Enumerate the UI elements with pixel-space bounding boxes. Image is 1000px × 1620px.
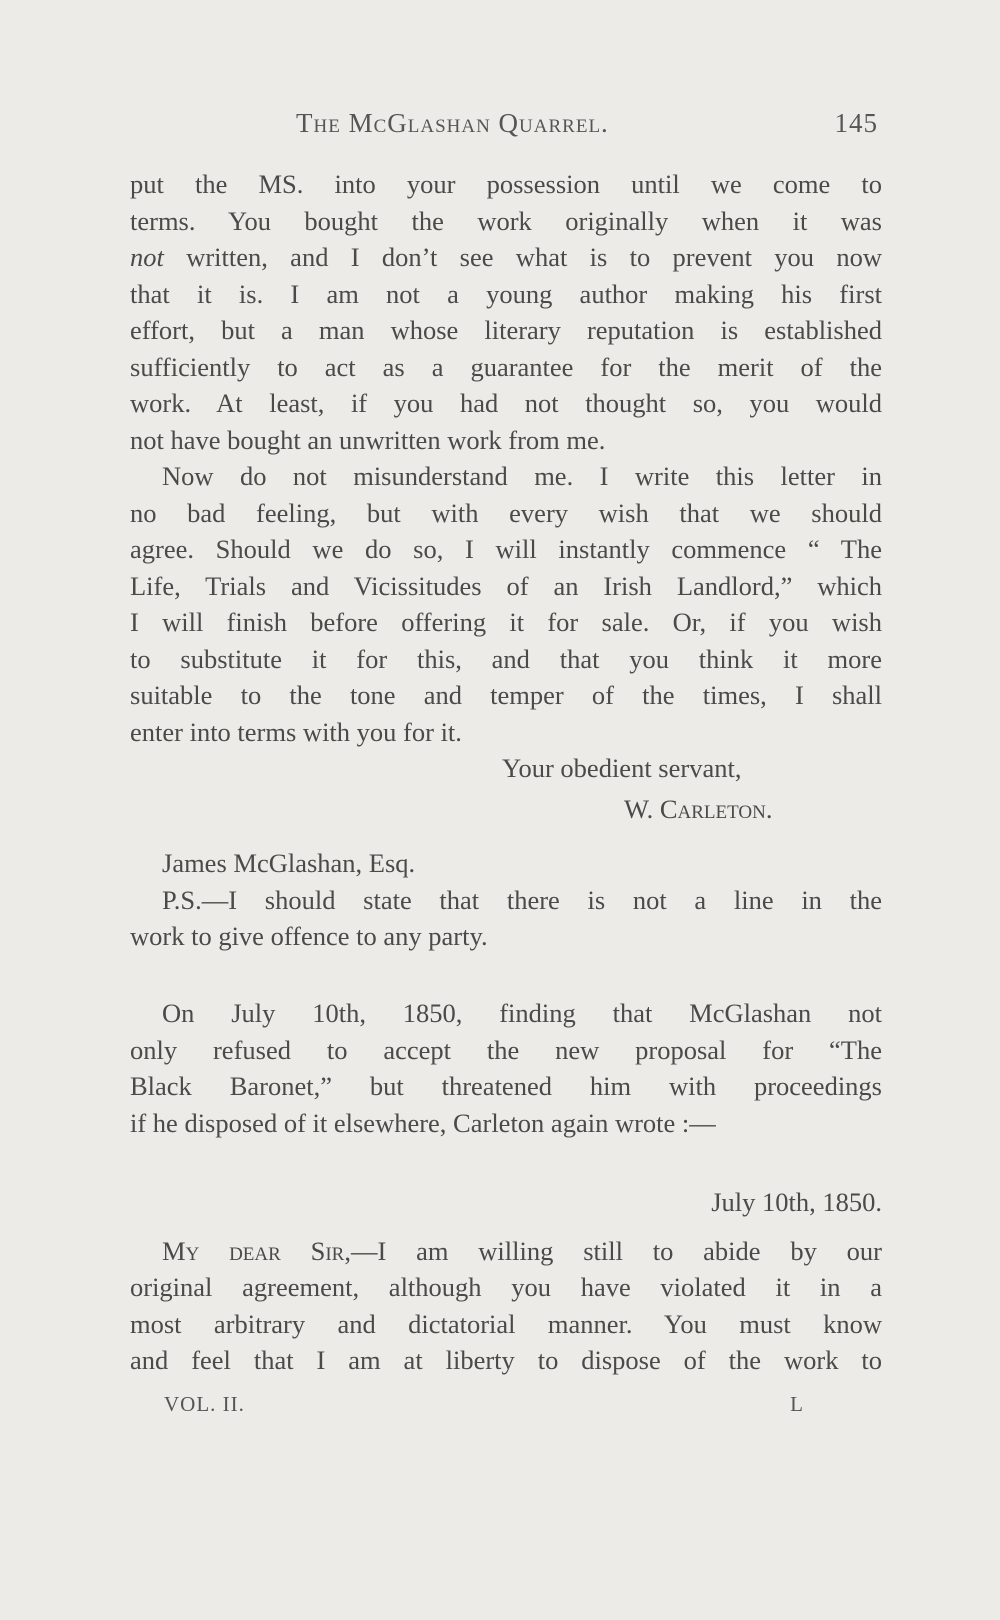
running-title: The McGlashan Quarrel.	[296, 108, 609, 138]
narrative-paragraph	[130, 995, 882, 1141]
text-line: and feel that I am at liberty to dispose of the work to	[130, 1345, 882, 1375]
text-line: P.S.—I should state that there is not a line in the	[162, 884, 882, 915]
text-line: terms. You bought the work originally when it was	[130, 205, 882, 236]
text-line	[130, 239, 882, 276]
text-line: to substitute it for this, and that you think it more	[130, 643, 882, 674]
text-line: agree. Should we do so, I will instantly commence “ The	[130, 534, 882, 564]
text-line: put the MS. into your possession until we come to	[130, 169, 882, 199]
text-line-rest: written, and I don’t see what is to prevent you now	[186, 242, 883, 272]
text-line: no bad feeling, but with every wish that we should	[130, 497, 882, 528]
salutation: My dear Sir,	[162, 1235, 351, 1266]
letter-continuation	[130, 166, 882, 827]
emphasis-not: not	[130, 242, 164, 272]
letter-two	[130, 1184, 882, 1379]
text-line: that it is. I am not a young author making his first	[130, 278, 882, 309]
signature-line	[130, 791, 882, 828]
text-line: only refused to accept the new proposal for “The	[130, 1034, 882, 1065]
postscript-block	[130, 845, 882, 955]
signature: W. Carleton.	[624, 793, 773, 824]
text-line: Black Baronet,” but threatened him with proceedings	[130, 1071, 882, 1101]
text-line: suitable to the tone and temper of the times, I shall	[130, 680, 882, 710]
page-number: 145	[834, 108, 878, 138]
text-line: enter into terms with you for it.	[130, 716, 462, 747]
running-head	[296, 108, 896, 139]
text-line: I will finish before offering it for sale. Or, if you wish	[130, 607, 882, 637]
text-line: On July 10th, 1850, finding that McGlashan not	[162, 998, 882, 1028]
text-line: original agreement, although you have violated it in a	[130, 1272, 882, 1302]
text-line: Life, Trials and Vicissitudes of an Irish Landlord,” which	[130, 570, 882, 601]
footer	[164, 1392, 804, 1417]
signature-mark: L	[790, 1392, 804, 1416]
text-line: work. At least, if you had not thought so, you would	[130, 388, 882, 418]
volume-label: VOL. II.	[164, 1392, 245, 1416]
text-line: Now do not misunderstand me. I write this letter in	[162, 461, 882, 491]
text-line: not have bought an unwritten work from me.	[130, 424, 606, 455]
text-line: if he disposed of it elsewhere, Carleton again wrote :—	[130, 1107, 716, 1138]
text-line: most arbitrary and dictatorial manner. You must know	[130, 1308, 882, 1339]
addressee: James McGlashan, Esq.	[162, 848, 416, 878]
text-line: effort, but a man whose literary reputation is established	[130, 315, 882, 345]
letter-date: July 10th, 1850.	[711, 1187, 882, 1217]
text-line-rest: —I am willing still to abide by our	[350, 1235, 882, 1266]
closing: Your obedient servant,	[502, 753, 742, 783]
text-line: sufficiently to act as a guarantee for the merit of the	[130, 351, 882, 382]
text-line: work to give offence to any party.	[130, 921, 488, 951]
text-line	[130, 1233, 882, 1270]
